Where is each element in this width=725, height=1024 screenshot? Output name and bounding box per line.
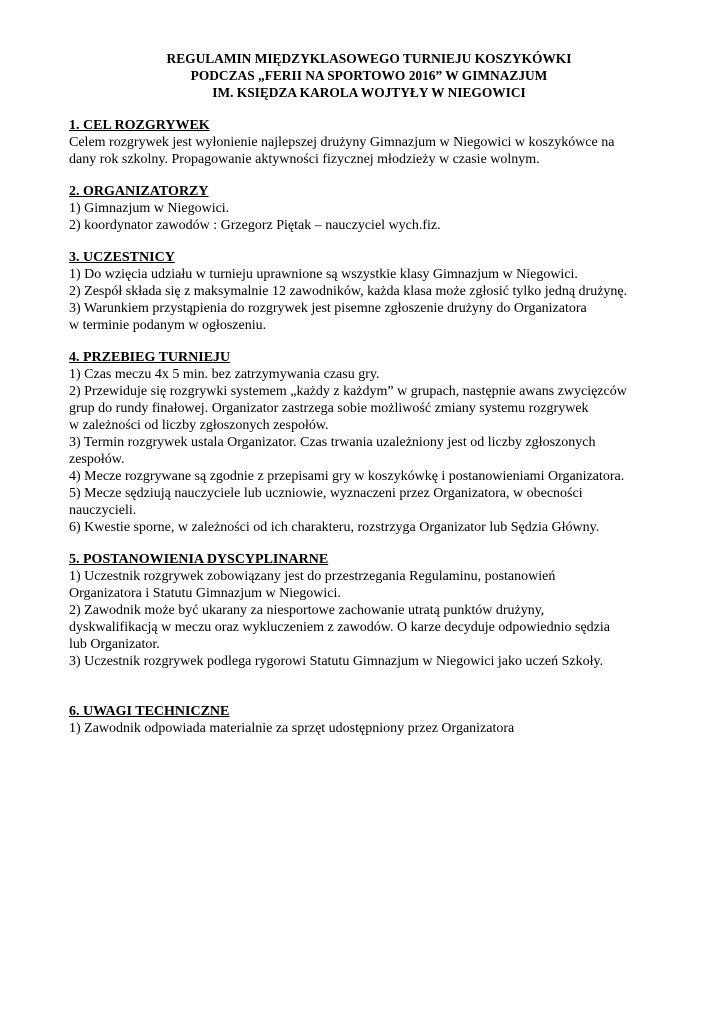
- title-line: PODCZAS „FERII NA SPORTOWO 2016” W GIMNAZJUM: [190, 68, 548, 83]
- text-line: 4) Mecze rozgrywane są zgodnie z przepisami gry w koszykówkę i postanowieniami Organizatora.: [69, 469, 625, 484]
- text-line: grup do rundy finałowej. Organizator zastrzega sobie możliwość zmiany systemu rozgrywek: [69, 401, 589, 416]
- text-line: 1) Zawodnik odpowiada materialnie za sprzęt udostępniony przez Organizatora: [69, 721, 515, 736]
- section-heading: 1. CEL ROZGRYWEK: [69, 118, 210, 133]
- section-postanowienia-dyscyplinarne: [69, 551, 669, 670]
- document-page: [69, 50, 669, 752]
- text-line: 1) Czas meczu 4x 5 min. bez zatrzymywania czasu gry.: [69, 367, 380, 382]
- section-heading: 5. POSTANOWIENIA DYSCYPLINARNE: [69, 552, 329, 567]
- text-line: 3) Warunkiem przystąpienia do rozgrywek jest pisemne zgłoszenie drużyny do Organizatora: [69, 301, 587, 316]
- text-line: 2) Zespół składa się z maksymalnie 12 zawodników, każda klasa może zgłosić tylko jedną drużynę.: [69, 284, 628, 299]
- text-line: dany rok szkolny. Propagowanie aktywności fizycznej młodzieży w czasie wolnym.: [69, 152, 540, 167]
- section-heading: 2. ORGANIZATORZY: [69, 184, 209, 199]
- text-line: w zależności od liczby zgłoszonych zespołów.: [69, 418, 329, 433]
- text-line: 3) Termin rozgrywek ustala Organizator. Czas trwania uzależniony jest od liczby zgłoszonych: [69, 435, 596, 450]
- section-przebieg-turnieju: [69, 349, 669, 536]
- text-line: w terminie podanym w ogłoszeniu.: [69, 318, 267, 333]
- document-title: [69, 50, 669, 101]
- section-heading: 3. UCZESTNICY: [69, 250, 175, 265]
- text-line: Organizatora i Statutu Gimnazjum w Niegowici.: [69, 586, 341, 601]
- section-cel-rozgrywek: [69, 117, 669, 168]
- text-line: 5) Mecze sędziują nauczyciele lub uczniowie, wyznaczeni przez Organizatora, w obecności: [69, 486, 583, 501]
- text-line: 3) Uczestnik rozgrywek podlega rygorowi Statutu Gimnazjum w Niegowici jako uczeń Szkoły.: [69, 654, 604, 669]
- section-heading: 6. UWAGI TECHNICZNE: [69, 704, 230, 719]
- text-line: nauczycieli.: [69, 503, 137, 518]
- section-heading: 4. PRZEBIEG TURNIEJU: [69, 350, 231, 365]
- section-uczestnicy: [69, 249, 669, 334]
- text-line: 2) koordynator zawodów : Grzegorz Piętak – nauczyciel wych.fiz.: [69, 218, 441, 233]
- text-line: 6) Kwestie sporne, w zależności od ich charakteru, rozstrzyga Organizator lub Sędzia Główny.: [69, 520, 600, 535]
- section-uwagi-techniczne: [69, 703, 669, 737]
- text-line: 2) Zawodnik może być ukarany za niesportowe zachowanie utratą punktów drużyny,: [69, 603, 545, 618]
- text-line: 2) Przewiduje się rozgrywki systemem „każdy z każdym” w grupach, następnie awans zwycięzców: [69, 384, 627, 399]
- title-line: REGULAMIN MIĘDZYKLASOWEGO TURNIEJU KOSZYKÓWKI: [166, 51, 572, 66]
- text-line: 1) Do wzięcia udziału w turnieju uprawnione są wszystkie klasy Gimnazjum w Niegowici.: [69, 267, 578, 282]
- text-line: 1) Gimnazjum w Niegowici.: [69, 201, 230, 216]
- title-line: IM. KSIĘDZA KAROLA WOJTYŁY W NIEGOWICI: [212, 85, 526, 100]
- text-line: Celem rozgrywek jest wyłonienie najlepszej drużyny Gimnazjum w Niegowici w koszykówce na: [69, 135, 615, 150]
- text-line: zespołów.: [69, 452, 125, 467]
- text-line: 1) Uczestnik rozgrywek zobowiązany jest do przestrzegania Regulaminu, postanowień: [69, 569, 556, 584]
- section-organizatorzy: [69, 183, 669, 234]
- text-line: dyskwalifikacją w meczu oraz wykluczeniem z zawodów. O karze decyduje odpowiednio sędzia: [69, 620, 610, 635]
- text-line: lub Organizator.: [69, 637, 160, 652]
